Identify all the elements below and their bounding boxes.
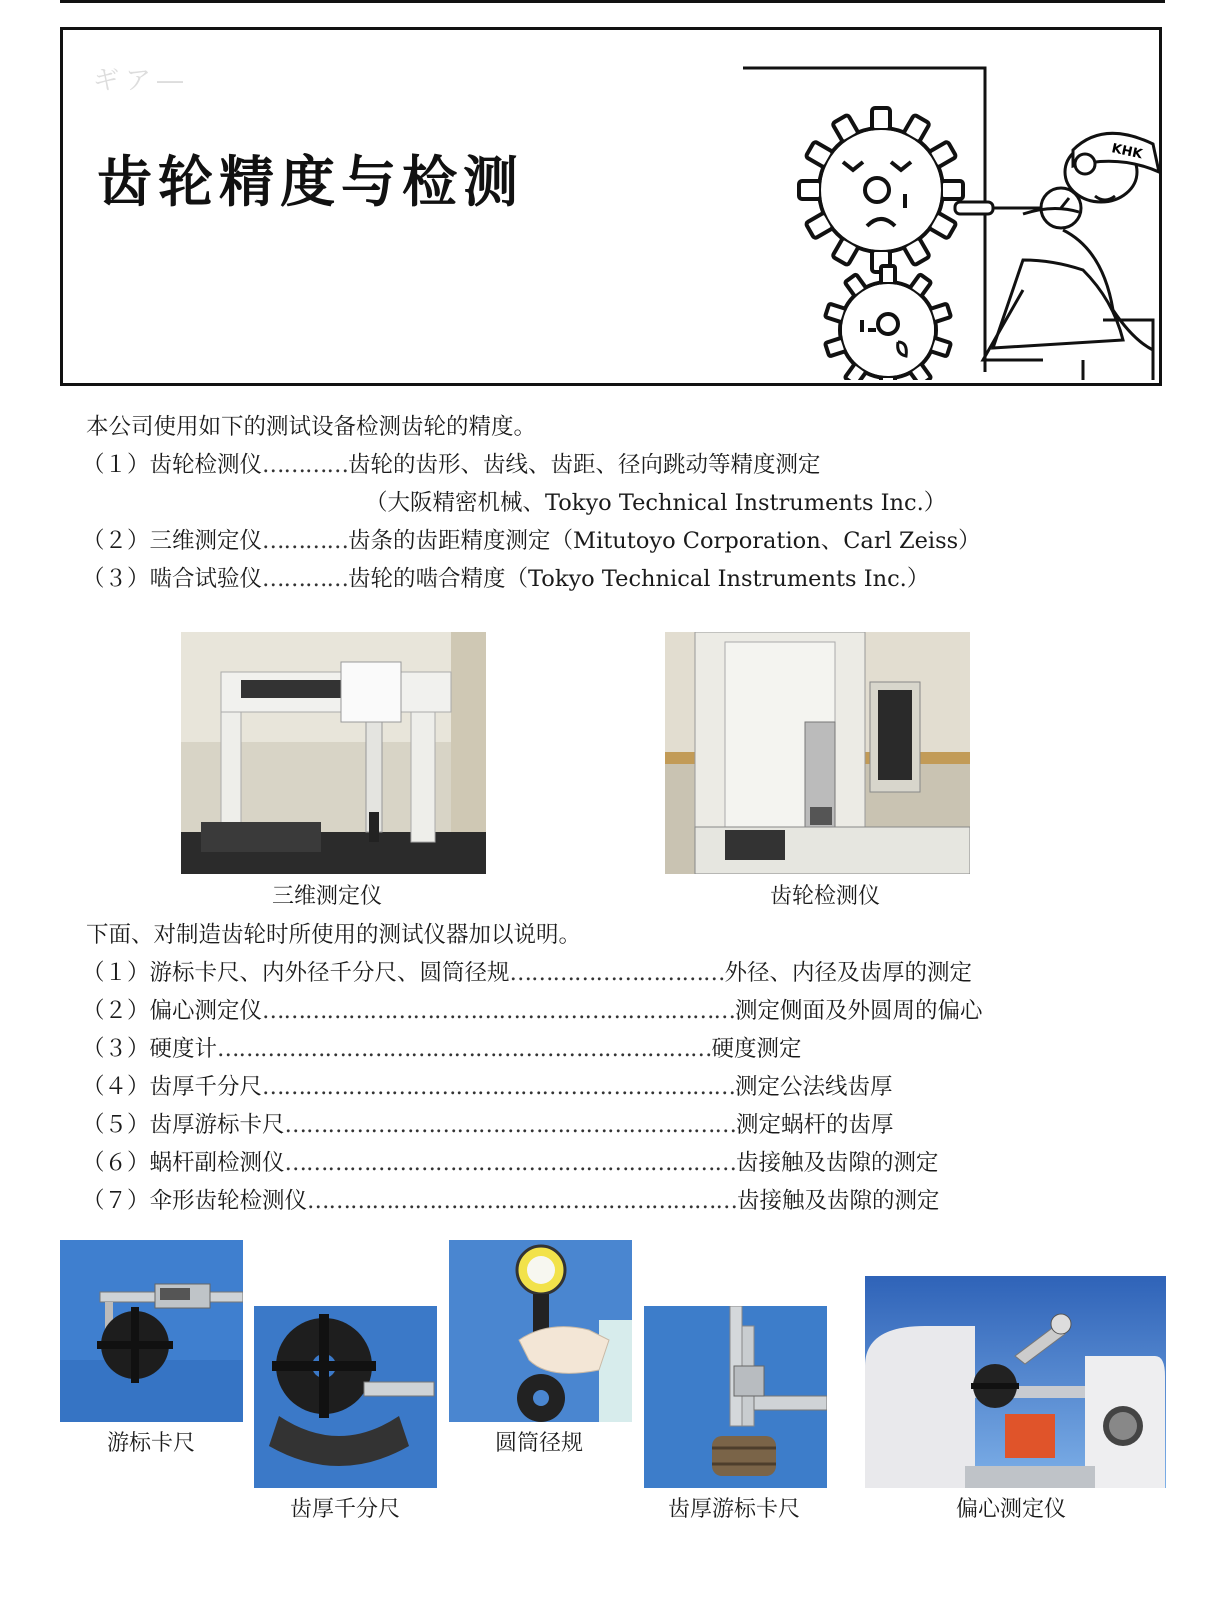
header-ghost-text: ギア― bbox=[93, 66, 190, 96]
photo-caption: 偏心测定仪 bbox=[956, 1497, 1067, 1522]
item-desc: 硬度测定 bbox=[711, 1036, 802, 1062]
item-number: （６） bbox=[82, 1150, 150, 1176]
item-desc: 齿接触及齿隙的测定 bbox=[736, 1150, 939, 1176]
item-number: （４） bbox=[82, 1074, 150, 1100]
item-name: 三维测定仪 bbox=[149, 528, 263, 554]
item-number: （３） bbox=[82, 566, 150, 592]
list-item bbox=[82, 1148, 939, 1178]
item-number: （５） bbox=[82, 1112, 150, 1138]
list-item bbox=[82, 1110, 894, 1140]
leader-dots: ………… bbox=[262, 528, 349, 554]
leader-dots: …………………………………………………… bbox=[307, 1188, 738, 1214]
item-desc: 齿条的齿距精度测定（Mitutoyo Corporation、Carl Zeiss） bbox=[348, 528, 981, 554]
list-item-continuation bbox=[365, 488, 946, 518]
page-title: 齿轮精度与检测 bbox=[97, 150, 525, 214]
leader-dots: …………………………………………………………… bbox=[217, 1036, 712, 1062]
item-name: 偏心测定仪 bbox=[149, 998, 263, 1024]
item-desc: 测定侧面及外圆周的偏心 bbox=[735, 998, 983, 1024]
list-item bbox=[82, 958, 972, 988]
top-rule bbox=[60, 0, 1165, 3]
item-name: 啮合试验仪 bbox=[149, 566, 263, 592]
leader-dots: ………… bbox=[262, 566, 349, 592]
item-name: 硬度计 bbox=[149, 1036, 218, 1062]
item-name: 齿厚千分尺 bbox=[149, 1074, 263, 1100]
item-desc: （大阪精密机械、Tokyo Technical Instruments Inc.） bbox=[365, 490, 947, 516]
leader-dots: ………… bbox=[262, 452, 349, 478]
list-item bbox=[82, 996, 983, 1026]
item-desc: 测定蜗杆的齿厚 bbox=[736, 1112, 894, 1138]
item-desc: 齿接触及齿隙的测定 bbox=[737, 1188, 940, 1214]
list-item bbox=[82, 450, 821, 480]
section2-intro: 下面、对制造齿轮时所使用的测试仪器加以说明。 bbox=[86, 922, 582, 948]
item-desc: 测定公法线齿厚 bbox=[735, 1074, 893, 1100]
leader-dots: ………………………………………………………… bbox=[262, 1074, 736, 1100]
section1-intro: 本公司使用如下的测试设备检测齿轮的精度。 bbox=[86, 414, 537, 440]
gear-tooth-vernier-photo bbox=[644, 1306, 827, 1488]
photo-caption: 游标卡尺 bbox=[107, 1431, 196, 1456]
item-desc: 齿轮的啮合精度（Tokyo Technical Instruments Inc.） bbox=[348, 566, 930, 592]
item-number: （２） bbox=[82, 528, 150, 554]
header-box bbox=[60, 27, 1162, 386]
runout-tester-photo bbox=[865, 1276, 1166, 1488]
vernier-caliper-photo bbox=[60, 1240, 243, 1422]
photo-caption: 齿厚游标卡尺 bbox=[668, 1497, 801, 1522]
item-desc: 齿轮的齿形、齿线、齿距、径向跳动等精度测定 bbox=[348, 452, 821, 478]
gear-tooth-micrometer-photo bbox=[254, 1306, 437, 1488]
item-number: （３） bbox=[82, 1036, 150, 1062]
item-number: （２） bbox=[82, 998, 150, 1024]
item-desc: 外径、内径及齿厚的测定 bbox=[724, 960, 973, 986]
list-item bbox=[82, 526, 981, 556]
item-name: 伞形齿轮检测仪 bbox=[149, 1188, 308, 1214]
leader-dots: ………………………………………………………… bbox=[262, 998, 736, 1024]
leader-dots: ………………………… bbox=[509, 960, 725, 986]
photo-caption: 三维测定仪 bbox=[272, 884, 383, 909]
list-item bbox=[82, 1072, 893, 1102]
list-item bbox=[82, 564, 929, 594]
photo-caption: 圆筒径规 bbox=[495, 1431, 584, 1456]
gear-inspector-cartoon bbox=[723, 60, 1163, 380]
photo-caption: 齿厚千分尺 bbox=[290, 1497, 401, 1522]
list-item bbox=[82, 1186, 940, 1216]
gear-tester-photo bbox=[665, 632, 970, 874]
cmm-photo bbox=[181, 632, 486, 874]
item-name: 蜗杆副检测仪 bbox=[149, 1150, 285, 1176]
item-name: 游标卡尺、内外径千分尺、圆筒径规 bbox=[149, 960, 510, 986]
item-name: 齿轮检测仪 bbox=[149, 452, 263, 478]
item-name: 齿厚游标卡尺 bbox=[149, 1112, 285, 1138]
item-number: （１） bbox=[82, 960, 150, 986]
cap-text: KHK bbox=[1110, 141, 1144, 163]
leader-dots: ……………………………………………………… bbox=[284, 1150, 737, 1176]
item-number: （７） bbox=[82, 1188, 150, 1214]
cylinder-gauge-photo bbox=[449, 1240, 632, 1422]
photo-caption: 齿轮检测仪 bbox=[770, 884, 881, 909]
list-item bbox=[82, 1034, 802, 1064]
item-number: （１） bbox=[82, 452, 150, 478]
leader-dots: ……………………………………………………… bbox=[284, 1112, 737, 1138]
